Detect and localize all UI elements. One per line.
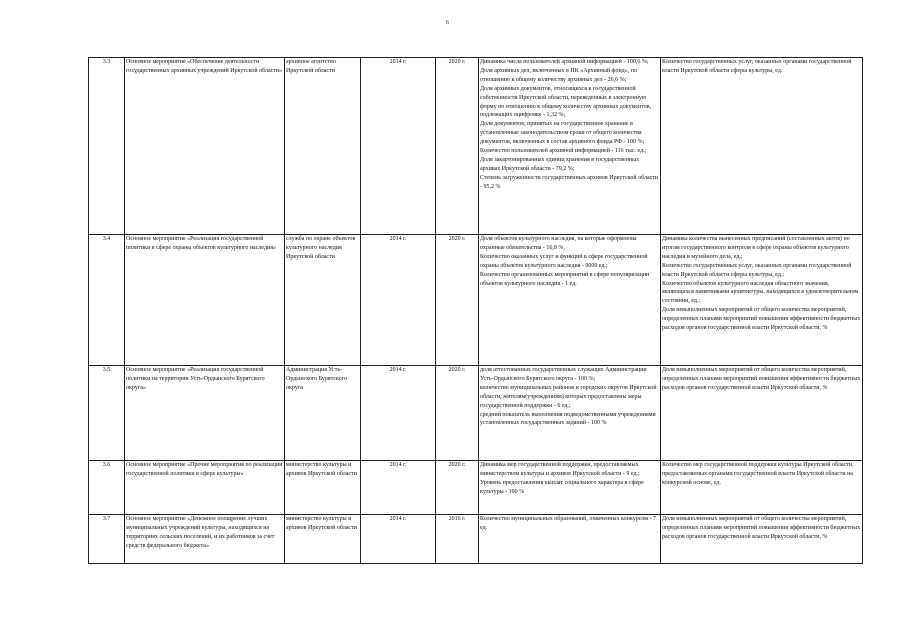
result-item: Доля архивных дел, включенных в ПК «Архивный фонд», по отношению к общему количеству архивных дел - 26,6 %; (480, 67, 637, 83)
expected-results (479, 58, 661, 235)
measure-name: Основное мероприятие «Реализация государственной политики в сфере охраны объектов культурного наследия» (125, 235, 285, 366)
indicators (661, 58, 863, 235)
table-row (89, 235, 863, 366)
result-item: Доля объектов культурного наследия, на которые оформлены охранные обязательства - 16,8 %, (480, 236, 637, 251)
expected-results (479, 515, 661, 564)
measure-name: Основное мероприятие «Прочие мероприятия по реализации государственной политики в сфере культуры» (125, 461, 285, 515)
result-item: количество муниципальных районов и городских округов Иркутской области, жителям(учреждениям) которых предоставлены меры государственной поддержки - 6 ед.; (480, 384, 657, 409)
row-number: 3.7 (89, 515, 125, 564)
expected-results (479, 366, 661, 461)
indicator-item: Количество государственных услуг, оказанных органами государственной власти Иркутской области сферы культуры, ед. (662, 59, 852, 74)
expected-results (479, 235, 661, 366)
start-year: 2014 г. (361, 515, 436, 564)
executor: служба по охране объектов культурного наследия Иркутской области (285, 235, 361, 366)
row-number: 3.3 (89, 58, 125, 235)
end-year: 2020 г. (436, 235, 479, 366)
start-year: 2014 г. (361, 366, 436, 461)
result-item: Количество организованных мероприятий в сфере популяризации объектов культурного наследия - 1 ед. (480, 271, 650, 287)
row-number: 3.5 (89, 366, 125, 461)
executor: министерство культуры и архивов Иркутской области (285, 515, 361, 564)
result-item: Динамика мер государственной поддержки, предоставляемых министерством культуры и архивов Иркутской области - 9 ед.; (480, 462, 640, 477)
measures-table (88, 57, 863, 564)
table-row (89, 58, 863, 235)
result-item: средний показатель выполнения подведомственными учреждениями установленных государственных заданий - 100 % (480, 411, 656, 427)
indicators (661, 235, 863, 366)
result-item: Доля документов, принятых на государственное хранение в установленные законодательством сроки от общего количества документов, включенных в состав архивного фонда РФ - 100 %; (480, 121, 645, 146)
table-row (89, 515, 863, 564)
indicator-item: Доля невыполненных мероприятий от общего количества мероприятий, определенных планами мероприятий повышения эффективности бюджетных расходов органов государственной власти Иркутской области, % (662, 516, 861, 540)
indicator-item: Доля невыполненных мероприятий от общего количества мероприятий, определенных планами мероприятий повышения эффективности бюджетных расходов органов государственной власти Иркутской области, % (662, 307, 861, 332)
result-item: Количество муниципальных образований, охваченных конкурсом - 7 ед. (480, 516, 657, 531)
start-year: 2014 г. (361, 461, 436, 515)
executor: архивное агентство Иркутской области (285, 58, 361, 235)
start-year: 2014 г. (361, 58, 436, 235)
executor: министерство культуры и архивов Иркутской области (285, 461, 361, 515)
table-row (89, 461, 863, 515)
indicator-item: Количество объектов культурного наследия областного значения, являющихся памятниками архитектуры, находящихся в удовлетворительном состоянии, ед.; (662, 280, 859, 305)
result-item: Динамика числа пользователей архивной информацией - 100,6 %; (480, 59, 649, 65)
indicators (661, 515, 863, 564)
expected-results (479, 461, 661, 515)
result-item: Количество пользователей архивной информацией - 116 тыс. ед.; (480, 148, 647, 155)
end-year: 2016 г. (436, 515, 479, 564)
end-year: 2020 г. (436, 366, 479, 461)
end-year: 2020 г. (436, 58, 479, 235)
indicator-item: Количество государственных услуг, оказанных органами государственной власти Иркутской области сферы культуры, ед.; (662, 262, 852, 278)
result-item: Доля архивных документов, относящихся к государственной собственности Иркутской области, переведенных в электронную форму по отношению к общему количеству архивных документов, подлежащих оцифровке - 1,32 %; (480, 85, 652, 119)
executor: Администрация Усть-Ордынского Бурятского округа (285, 366, 361, 461)
result-item: Степень загруженности государственных архивов Иркутской области - 95,2 % (480, 174, 659, 190)
measure-name: Основное мероприятие «Реализация государственной политики на территории Усть-Ордынского Бурятского округа» (125, 366, 285, 461)
row-number: 3.6 (89, 461, 125, 515)
result-item: Количество оказанных услуг и функций в сфере государственной охраны объектов культурного наследия - 9000 ед.; (480, 253, 648, 269)
result-item: доля аттестованных государственных служащих Администрации Усть-Ордынского Бурятского округа - 100 %; (480, 367, 647, 382)
page-number: 6 (446, 20, 449, 26)
measure-name: Основное мероприятие «Обеспечение деятельности государственных архивных учреждений Иркутской области» (125, 58, 285, 235)
measure-name: Основное мероприятие «Денежное поощрение лучших муниципальных учреждений культуры, находящихся на территориях сельских поселений, и их работников за счет средств федерального бюджета» (125, 515, 285, 564)
result-item: Доля закартонированных единиц хранения в государственных архивах Иркутской области - 79,2 %; (480, 156, 640, 172)
result-item: Уровень предоставления выплат социального характера в сфере культуры - 100 % (480, 479, 644, 495)
table-row (89, 366, 863, 461)
start-year: 2014 г. (361, 235, 436, 366)
indicators (661, 366, 863, 461)
indicator-item: Доля невыполненных мероприятий от общего количества мероприятий, определенных планами мероприятий повышения эффективности бюджетных расходов органов государственной власти Иркутской области, % (662, 367, 861, 391)
indicator-item: Количество мер государственной поддержки культуры Иркутской области, предоставляемых органами государственной власти Иркутской области на конкурсной основе, ед. (662, 462, 854, 486)
row-number: 3.4 (89, 235, 125, 366)
indicators (661, 461, 863, 515)
indicator-item: Динамика количества вынесенных предписаний (составленных актов) по итогам государственного контроля в сфере охраны объектов культурного наследия и музейного дела, ед.; (662, 236, 850, 260)
end-year: 2020 г. (436, 461, 479, 515)
